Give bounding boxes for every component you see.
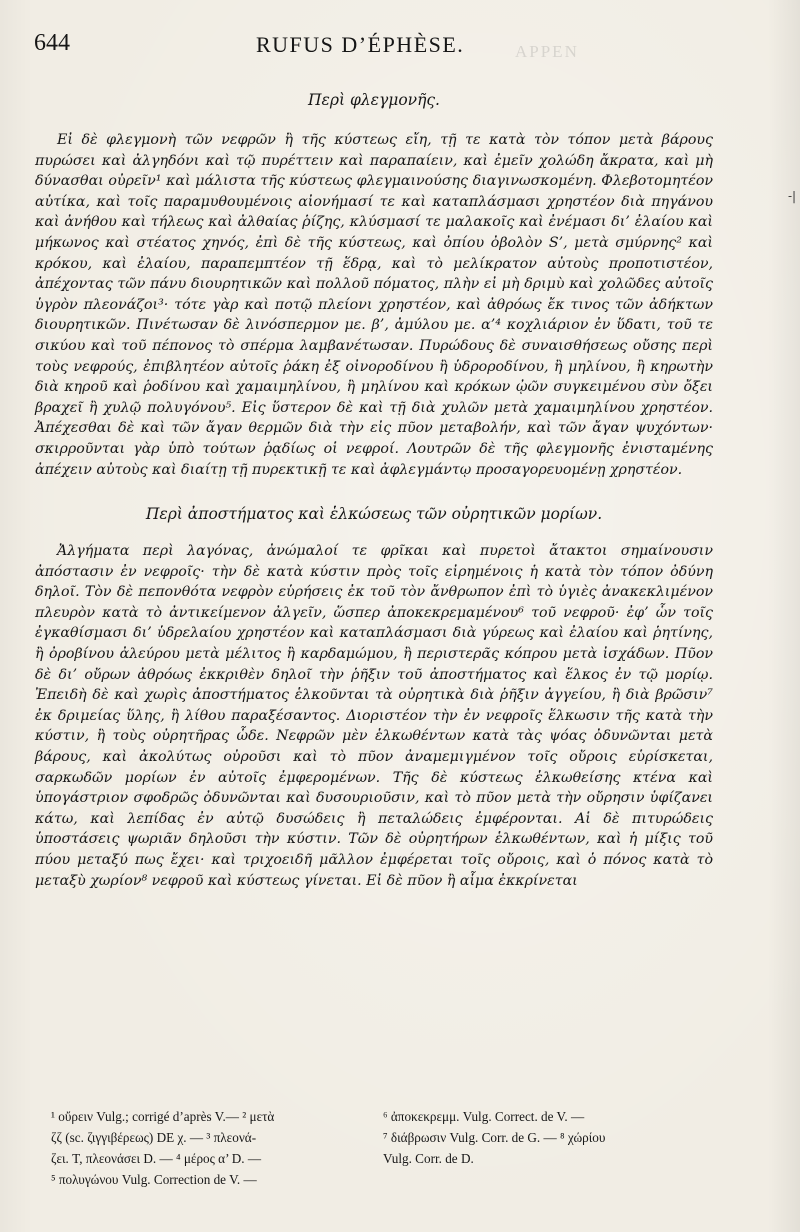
footnote-line: ζει. T, πλεονάσει D. — ⁴ μέρος α’ D. — [51, 1151, 262, 1166]
margin-mark: -| [788, 189, 797, 203]
section-title-abscess: Περὶ ἀποστήματος καὶ ἑλκώσεως τῶν οὐρητικῶν μορίων. [145, 505, 603, 524]
paragraph-text: Εἰ δὲ φλεγμονὴ τῶν νεφρῶν ἢ τῆς κύστεως εἴη, τῇ τε κατὰ τὸν τόπον μετὰ βάρους πυρώσει καὶ ἀλγηδόνι καὶ τῷ πυρέττειν καὶ παραπαίειν, καὶ ἐμεῖν χολώδη ἄκρατα, καὶ μὴ δύνασθαι οὐρεῖν¹ καὶ μάλιστα τῆς κύστεως φλεγμαινούσης διαγινωσκομένη. Φλεβοτομητέον αὐτίκα, καὶ τοῖς παραμυθουμένοις αἰονήμασί τε καὶ καταπλάσμασι χρηστέον διὰ πηγάνου καὶ ἀνήθου καὶ τήλεως καὶ ἀλθαίας ῥίζης, κλύσμασί τε μαλακοῖς καὶ ἐνέμασι δι’ ἐλαίου καὶ μήκωνος καὶ στέατος χηνός, ἐπὶ δὲ τῆς κύστεως, καὶ ὀπίου ὀβολὸν S’, μετὰ σμύρνης² καὶ κρόκου, καὶ ἐλαίου, παραπεμπτέον τῇ ἕδρᾳ, καὶ τὸ μελίκρατον αὐτοὺς προποτιστέον, ἀπέχοντας τῶν πάνυ διουρητικῶν καὶ πολλοῦ πόματος, πλὴν εἰ μὴ δριμὺ καὶ χολῶδες αὐτοῖς ὑγρὸν πλεονάζοι³· τότε γὰρ καὶ ποτῷ πλείονι χρηστέον, καὶ ἀθρόως ἔκ τινος τῶν ἀδήκτων διουρητικῶν. Πινέτωσαν δὲ λινόσπερμον με. β’, ἀμύλου με. α’⁴ κοχλιάριον ἐν ὕδατι, τοῦ τε σικύου καὶ τοῦ πέπονος τὸ σπέρμα λαμβανέτωσαν. Πυρώδους δὲ συναισθήσεως οὔσης περὶ τοὺς νεφρούς, ἐπιβλητέον αὐτοῖς ῥάκη ἐξ οἰνοροδίνου ἢ ὑδροροδίνου, ἢ μηλίνου, ἢ κηρωτὴν διὰ κηροῦ καὶ ῥοδίνου καὶ χαμαιμηλίνου, ἢ μηλίνου καὶ κρόκων ᾠῶν συγκειμένου σὺν ὄξει βραχεῖ ἢ χυλῷ πολυγόνου⁵. Εἰς ὕστερον δὲ καὶ τῇ διὰ χυλῶν μετὰ χαμαιμηλίνου χρηστέον. Ἀπέχεσθαι δὲ καὶ τῶν ἄγαν θερμῶν διὰ τὴν εἰς πῦον μεταβολήν, καὶ τῶν ἄγαν ψυχόντων· σκιρροῦνται γὰρ ὑπὸ τούτων ῥᾳδίως οἱ νεφροί. Λουτρῶν δὲ τῆς φλεγμονῆς ἐνισταμένης ἀπέχειν αὐτοὺς καὶ διαίτῃ τῇ πυρεκτικῇ τε καὶ ἀφλεγμάντῳ προσαγορευομένῃ χρηστέον. [35, 132, 713, 478]
footnote-line: ⁶ ἀποκεκρεμμ. Vulg. Correct. de V. — [383, 1109, 585, 1124]
paragraph-abscess [35, 541, 713, 891]
footnote-line: ¹ οὔρειν Vulg.; corrigé d’après V.— ² μετὰ [51, 1109, 275, 1124]
footnotes-right-column [383, 1106, 713, 1169]
footnote-line: Vulg. Corr. de D. [383, 1151, 474, 1166]
footnote-line: ⁷ διάβρωσιν Vulg. Corr. de G. — ⁸ χώρίου [383, 1130, 606, 1145]
bleed-through-text: APPEN [515, 42, 579, 61]
main-text [35, 90, 713, 891]
footnote-line: ζζ (sc. ζιγγιβέρεως) DE χ. — ³ πλεονά- [51, 1130, 257, 1145]
running-title: RUFUS D’ÉPHÈSE. [256, 32, 465, 57]
running-head [34, 30, 764, 60]
paragraph-text: Ἀλγήματα περὶ λαγόνας, ἀνώμαλοί τε φρῖκαι καὶ πυρετοὶ ἄτακτοι σημαίνουσιν ἀπόστασιν ἐν νεφροῖς· τὴν δὲ κατὰ κύστιν πρὸς τοῖς εἰρημένοις ἡ κατὰ τὸν τόπον ὀδύνη δηλοῖ. Τὸν δὲ πεπονθότα νεφρὸν εὑρήσεις ἐκ τοῦ τὸν ἄνθρωπον ἐπὶ τὸ ὑγιὲς ἀνακεκλιμένον πλευρὸν κατὰ τὸ ἀντικείμενον ἀλγεῖν, ὥσπερ ἀποκεκρεμαμένου⁶ τοῦ νεφροῦ· ἐφ’ ὧν τοῖς ἐγκαθίσμασι δι’ ὑδρελαίου χρηστέον καὶ καταπλάσμασι διὰ γύρεως καὶ ἐλαίου καὶ ῥητίνης, ἢ ὀροβίνου ἀλεύρου μετὰ μέλιτος ἢ καρδαμώμου, ἢ περιστερᾶς κόπρου μετὰ ἰσχάδων. Πῦον δὲ δι’ οὔρων ἀθρόως ἐκκριθὲν δηλοῖ τὴν ῥῆξιν τοῦ ἀποστήματος καὶ ἕλκος ἐν τῷ μορίῳ. Ἐπειδὴ δὲ καὶ χωρὶς ἀποστήματος ἑλκοῦνται τὰ οὐρητικὰ διὰ ῥῆξιν ἀγγείου, ἢ διὰ βρῶσιν⁷ ἐκ δριμείας ὕλης, ἢ λίθου παραξέσαντος. Διοριστέον τὴν ἐν νεφροῖς ἕλκωσιν τῆς κατὰ τὴν κύστιν, ἢ τοὺς οὐρητῆρας ὧδε. Νεφρῶν μὲν ἑλκωθέντων κατὰ τὰς ψόας ὀδυνῶνται μετὰ βάρους, καὶ ἀκολύτως οὐροῦσι καὶ τὸ πῦον ἀναμεμιγμένον τοῖς οὔροις εὑρίσκεται, σαρκωδῶν μορίων ἐν αὐτοῖς ἐμφερομένων. Τῆς δὲ κύστεως ἑλκωθείσης κτένα καὶ ὑπογάστριον σφοδρῶς ὀδυνῶνται καὶ δυσουριοῦσιν, καὶ τὸ πῦον μετὰ τὴν οὔρησιν ὑφίζανει κάτω, καὶ λεπίδας ἐν αὐτῷ δυσώδεις ἢ πεταλώδεις ἐμφέρονται. Αἱ δὲ πιτυρώδεις ὑποστάσεις ψωριᾶν δηλοῦσι τὴν κύστιν. Τῶν δὲ οὐρητήρων ἑλκωθέντων, καὶ ἡ μίξις τοῦ πύου μεταξύ πως ἔχει· καὶ τριχοειδῆ μᾶλλον ἐμφέρεται τοῖς οὔροις, καὶ ὁ πόνος κατὰ τὸ μεταξὺ χωρίον⁸ νεφροῦ καὶ κύστεως γίνεται. Εἰ δὲ πῦον ἢ αἷμα ἐκκρίνεται [35, 543, 713, 889]
section-title-inflammation: Περὶ φλεγμονῆς. [308, 91, 440, 109]
page-number: 644 [34, 30, 70, 56]
paragraph-inflammation [35, 130, 713, 480]
footnotes-left-column [51, 1106, 381, 1190]
footnote-line: ⁵ πολυγώνου Vulg. Correction de V. — [51, 1172, 257, 1187]
